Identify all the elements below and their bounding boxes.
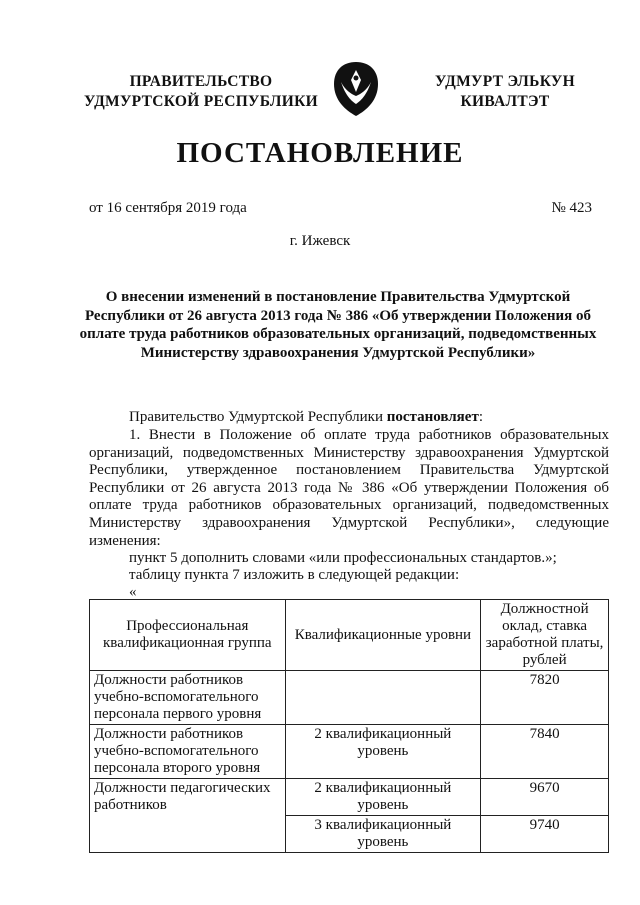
item-2-paragraph: пункт 5 дополнить словами «или профессиональных стандартов.»; (129, 550, 557, 566)
cell-salary: 7840 (481, 725, 609, 779)
cell-level: 2 квалификационный уровень (285, 779, 481, 816)
item-1-paragraph: 1. Внести в Положение об оплате труда работников образовательных организаций, подведомственных Министерству здравоохранения Удмуртской Республики, утвержденное постановлением Правительства Удмуртской Республики от 26 августа 2013 года № 386 «Об утверждении Положения об оплате труда работников образовательных организаций, подведомственных Министерству здравоохранения Удмуртской Республики», следующие изменения: (89, 427, 609, 549)
cell-level: 2 квалификационный уровень (285, 725, 481, 779)
table-row (90, 725, 609, 779)
header-left (82, 72, 320, 112)
cell-level (285, 671, 481, 725)
table-row (90, 671, 609, 725)
cell-level: 3 квалификационный уровень (285, 816, 481, 853)
cell-group: Должности работников учебно-вспомогательного персонала первого уровня (90, 671, 286, 725)
cell-salary: 7820 (481, 671, 609, 725)
header-salary: Должностной оклад, ставка заработной платы, рублей (481, 600, 609, 671)
salary-table (89, 599, 609, 853)
document-number: № 423 (551, 200, 592, 216)
header-right-line2: КИВАЛТЭТ (460, 93, 550, 110)
cell-salary: 9670 (481, 779, 609, 816)
quote-open-mark: « (129, 584, 137, 600)
header-group: Профессиональная квалификационная группа (90, 600, 286, 671)
header-right-line1: УДМУРТ ЭЛЬКУН (435, 73, 575, 90)
header-right (420, 72, 590, 112)
header-left-line2: УДМУРТСКОЙ РЕСПУБЛИКИ (83, 93, 318, 110)
intro-suffix: : (478, 409, 483, 425)
intro-prefix: Правительство Удмуртской Республики (129, 409, 387, 425)
cell-group: Должности педагогических работников (90, 779, 286, 853)
header-left-line1: ПРАВИТЕЛЬСТВО (129, 73, 273, 90)
document-city: г. Ижевск (289, 233, 351, 249)
item-3-paragraph: таблицу пункта 7 изложить в следующей редакции: (129, 567, 460, 583)
cell-salary: 9740 (481, 816, 609, 853)
table-header-row (90, 600, 609, 671)
document-date: от 16 сентября 2019 года (89, 200, 247, 216)
udmurt-coat-of-arms-icon (331, 60, 381, 118)
cell-group: Должности работников учебно-вспомогательного персонала второго уровня (90, 725, 286, 779)
document-subject: О внесении изменений в постановление Правительства Удмуртской Республики от 26 августа 2013 года № 386 «Об утверждении Положения об оплате труда работников образовательных организаций, подведомственных Министерству здравоохранения Удмуртской Республики» (79, 289, 597, 361)
document-type-title: ПОСТАНОВЛЕНИЕ (176, 137, 464, 169)
table-row (90, 779, 609, 816)
header-levels: Квалификационные уровни (285, 600, 481, 671)
intro-bold: постановляет (386, 409, 479, 425)
intro-paragraph (89, 409, 609, 427)
